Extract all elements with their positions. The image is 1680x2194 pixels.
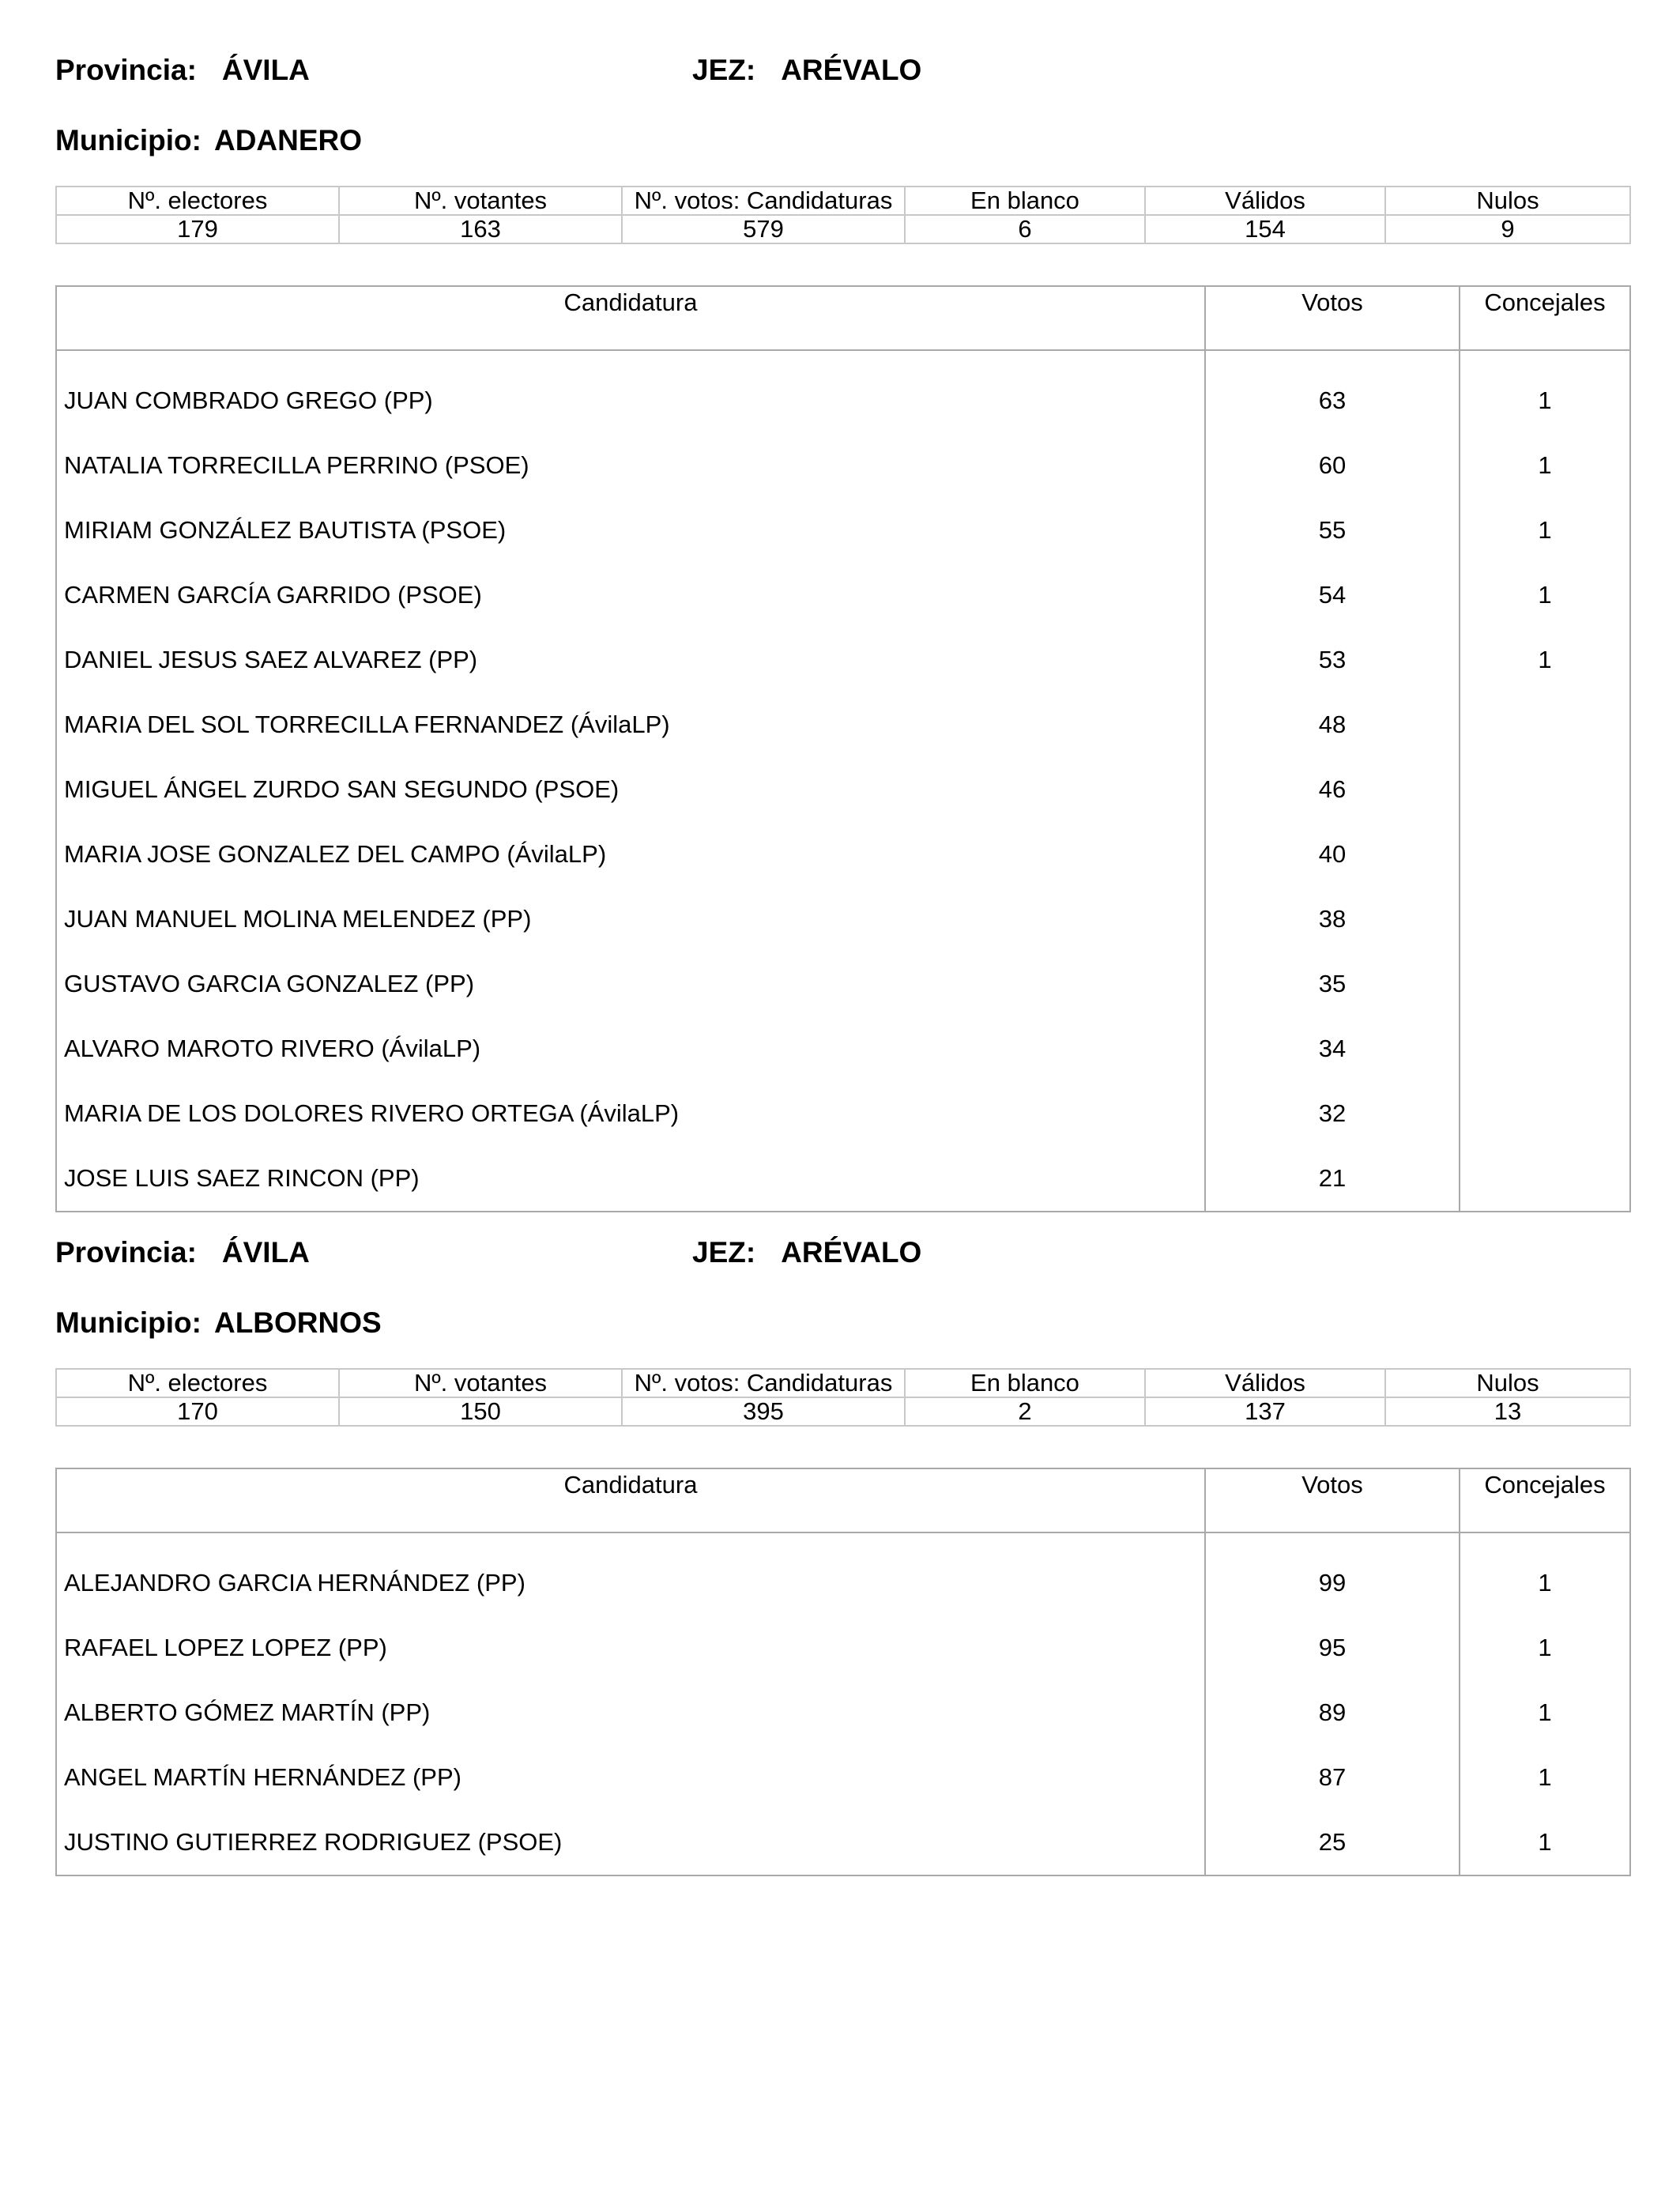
municipio-label: Municipio: xyxy=(55,1306,202,1339)
candidate-name: JUAN MANUEL MOLINA MELENDEZ (PP) xyxy=(56,887,1205,952)
candidates-table xyxy=(55,285,1631,1212)
candidate-name: MARIA DE LOS DOLORES RIVERO ORTEGA (ÁvilaLP) xyxy=(56,1081,1205,1146)
candidates-table xyxy=(55,1468,1631,1876)
stats-value-validos: 154 xyxy=(1145,215,1385,243)
stats-header-votos-candidaturas: Nº. votos: Candidaturas xyxy=(622,187,905,215)
stats-header-validos: Válidos xyxy=(1145,1369,1385,1397)
candidate-name: MARIA DEL SOL TORRECILLA FERNANDEZ (ÁvilaLP) xyxy=(56,692,1205,757)
jez-value: ARÉVALO xyxy=(781,1236,922,1269)
stats-header-validos: Válidos xyxy=(1145,187,1385,215)
candidate-concejales: 1 xyxy=(1460,628,1630,692)
table-row xyxy=(56,1081,1630,1146)
header-votos: Votos xyxy=(1205,286,1460,350)
stats-value-row xyxy=(56,1397,1630,1426)
candidate-name: JUAN COMBRADO GREGO (PP) xyxy=(56,350,1205,433)
candidate-votos: 32 xyxy=(1205,1081,1460,1146)
stats-value-electores: 170 xyxy=(56,1397,339,1426)
candidate-concejales: 1 xyxy=(1460,433,1630,498)
candidate-concejales: 1 xyxy=(1460,1745,1630,1810)
candidate-votos: 38 xyxy=(1205,887,1460,952)
candidates-header-row xyxy=(56,1468,1630,1532)
stats-header-votos-candidaturas: Nº. votos: Candidaturas xyxy=(622,1369,905,1397)
stats-header-nulos: Nulos xyxy=(1385,187,1630,215)
candidate-name: MIRIAM GONZÁLEZ BAUTISTA (PSOE) xyxy=(56,498,1205,563)
provincia-label: Provincia: xyxy=(55,1236,197,1269)
municipio-heading xyxy=(55,1308,382,1337)
candidate-name: MARIA JOSE GONZALEZ DEL CAMPO (ÁvilaLP) xyxy=(56,822,1205,887)
stats-header-nulos: Nulos xyxy=(1385,1369,1630,1397)
candidate-concejales xyxy=(1460,1146,1630,1212)
header-concejales: Concejales xyxy=(1460,1468,1630,1532)
provincia-heading xyxy=(55,55,310,85)
candidate-concejales: 1 xyxy=(1460,1532,1630,1615)
candidate-name: ALBERTO GÓMEZ MARTÍN (PP) xyxy=(56,1680,1205,1745)
stats-header-row xyxy=(56,187,1630,215)
candidate-votos: 87 xyxy=(1205,1745,1460,1810)
candidate-concejales: 1 xyxy=(1460,350,1630,433)
table-row xyxy=(56,350,1630,433)
table-row xyxy=(56,628,1630,692)
candidate-name: DANIEL JESUS SAEZ ALVAREZ (PP) xyxy=(56,628,1205,692)
table-row xyxy=(56,1810,1630,1875)
table-row xyxy=(56,498,1630,563)
candidate-votos: 46 xyxy=(1205,757,1460,822)
candidate-name: ALEJANDRO GARCIA HERNÁNDEZ (PP) xyxy=(56,1532,1205,1615)
stats-value-en-blanco: 6 xyxy=(905,215,1145,243)
candidate-votos: 35 xyxy=(1205,952,1460,1016)
table-row xyxy=(56,1680,1630,1745)
candidate-concejales: 1 xyxy=(1460,1680,1630,1745)
candidate-votos: 89 xyxy=(1205,1680,1460,1745)
candidate-name: RAFAEL LOPEZ LOPEZ (PP) xyxy=(56,1615,1205,1680)
candidate-votos: 48 xyxy=(1205,692,1460,757)
table-row xyxy=(56,757,1630,822)
table-row xyxy=(56,433,1630,498)
stats-value-votantes: 163 xyxy=(339,215,622,243)
candidate-concejales xyxy=(1460,692,1630,757)
candidate-votos: 34 xyxy=(1205,1016,1460,1081)
stats-value-validos: 137 xyxy=(1145,1397,1385,1426)
table-row xyxy=(56,1532,1630,1615)
candidate-votos: 21 xyxy=(1205,1146,1460,1212)
jez-value: ARÉVALO xyxy=(781,54,922,86)
candidate-votos: 60 xyxy=(1205,433,1460,498)
municipio-value: ALBORNOS xyxy=(213,1306,382,1339)
stats-value-electores: 179 xyxy=(56,215,339,243)
table-row xyxy=(56,952,1630,1016)
municipio-heading xyxy=(55,126,362,155)
header-concejales: Concejales xyxy=(1460,286,1630,350)
candidates-header-row xyxy=(56,286,1630,350)
table-row xyxy=(56,1146,1630,1212)
candidate-name: CARMEN GARCÍA GARRIDO (PSOE) xyxy=(56,563,1205,628)
candidate-name: MIGUEL ÁNGEL ZURDO SAN SEGUNDO (PSOE) xyxy=(56,757,1205,822)
stats-header-row xyxy=(56,1369,1630,1397)
stats-value-row xyxy=(56,215,1630,243)
candidate-votos: 99 xyxy=(1205,1532,1460,1615)
jez-heading xyxy=(692,55,921,85)
candidate-concejales xyxy=(1460,1016,1630,1081)
stats-header-en-blanco: En blanco xyxy=(905,1369,1145,1397)
candidate-votos: 54 xyxy=(1205,563,1460,628)
stats-header-electores: Nº. electores xyxy=(56,187,339,215)
candidate-name: ANGEL MARTÍN HERNÁNDEZ (PP) xyxy=(56,1745,1205,1810)
jez-heading xyxy=(692,1238,921,1267)
header-candidatura: Candidatura xyxy=(56,286,1205,350)
candidate-concejales xyxy=(1460,1081,1630,1146)
provincia-label: Provincia: xyxy=(55,54,197,86)
table-row xyxy=(56,822,1630,887)
provincia-value: ÁVILA xyxy=(221,54,310,86)
candidate-concejales xyxy=(1460,822,1630,887)
stats-table xyxy=(55,1368,1631,1427)
table-row xyxy=(56,1745,1630,1810)
table-row xyxy=(56,1016,1630,1081)
table-row xyxy=(56,692,1630,757)
stats-value-votos-candidaturas: 395 xyxy=(622,1397,905,1426)
candidate-concejales: 1 xyxy=(1460,1615,1630,1680)
candidate-name: NATALIA TORRECILLA PERRINO (PSOE) xyxy=(56,433,1205,498)
candidate-votos: 95 xyxy=(1205,1615,1460,1680)
candidate-name: GUSTAVO GARCIA GONZALEZ (PP) xyxy=(56,952,1205,1016)
candidate-concejales: 1 xyxy=(1460,498,1630,563)
stats-value-votos-candidaturas: 579 xyxy=(622,215,905,243)
municipio-value: ADANERO xyxy=(213,124,363,156)
candidate-votos: 25 xyxy=(1205,1810,1460,1875)
stats-header-votantes: Nº. votantes xyxy=(339,187,622,215)
candidate-votos: 53 xyxy=(1205,628,1460,692)
stats-value-votantes: 150 xyxy=(339,1397,622,1426)
jez-label: JEZ: xyxy=(692,1236,756,1269)
stats-header-electores: Nº. electores xyxy=(56,1369,339,1397)
provincia-heading xyxy=(55,1238,310,1267)
stats-header-en-blanco: En blanco xyxy=(905,187,1145,215)
stats-value-nulos: 9 xyxy=(1385,215,1630,243)
jez-label: JEZ: xyxy=(692,54,756,86)
candidate-name: JOSE LUIS SAEZ RINCON (PP) xyxy=(56,1146,1205,1212)
candidate-votos: 63 xyxy=(1205,350,1460,433)
candidate-concejales xyxy=(1460,887,1630,952)
table-row xyxy=(56,887,1630,952)
header-candidatura: Candidatura xyxy=(56,1468,1205,1532)
header-votos: Votos xyxy=(1205,1468,1460,1532)
provincia-value: ÁVILA xyxy=(221,1236,310,1269)
table-row xyxy=(56,1615,1630,1680)
candidate-name: ALVARO MAROTO RIVERO (ÁvilaLP) xyxy=(56,1016,1205,1081)
candidate-name: JUSTINO GUTIERREZ RODRIGUEZ (PSOE) xyxy=(56,1810,1205,1875)
stats-value-nulos: 13 xyxy=(1385,1397,1630,1426)
candidate-concejales xyxy=(1460,952,1630,1016)
candidate-concejales xyxy=(1460,757,1630,822)
candidate-votos: 40 xyxy=(1205,822,1460,887)
stats-header-votantes: Nº. votantes xyxy=(339,1369,622,1397)
candidate-votos: 55 xyxy=(1205,498,1460,563)
stats-table xyxy=(55,186,1631,244)
table-row xyxy=(56,563,1630,628)
candidate-concejales: 1 xyxy=(1460,563,1630,628)
candidate-concejales: 1 xyxy=(1460,1810,1630,1875)
stats-value-en-blanco: 2 xyxy=(905,1397,1145,1426)
municipio-label: Municipio: xyxy=(55,124,202,156)
